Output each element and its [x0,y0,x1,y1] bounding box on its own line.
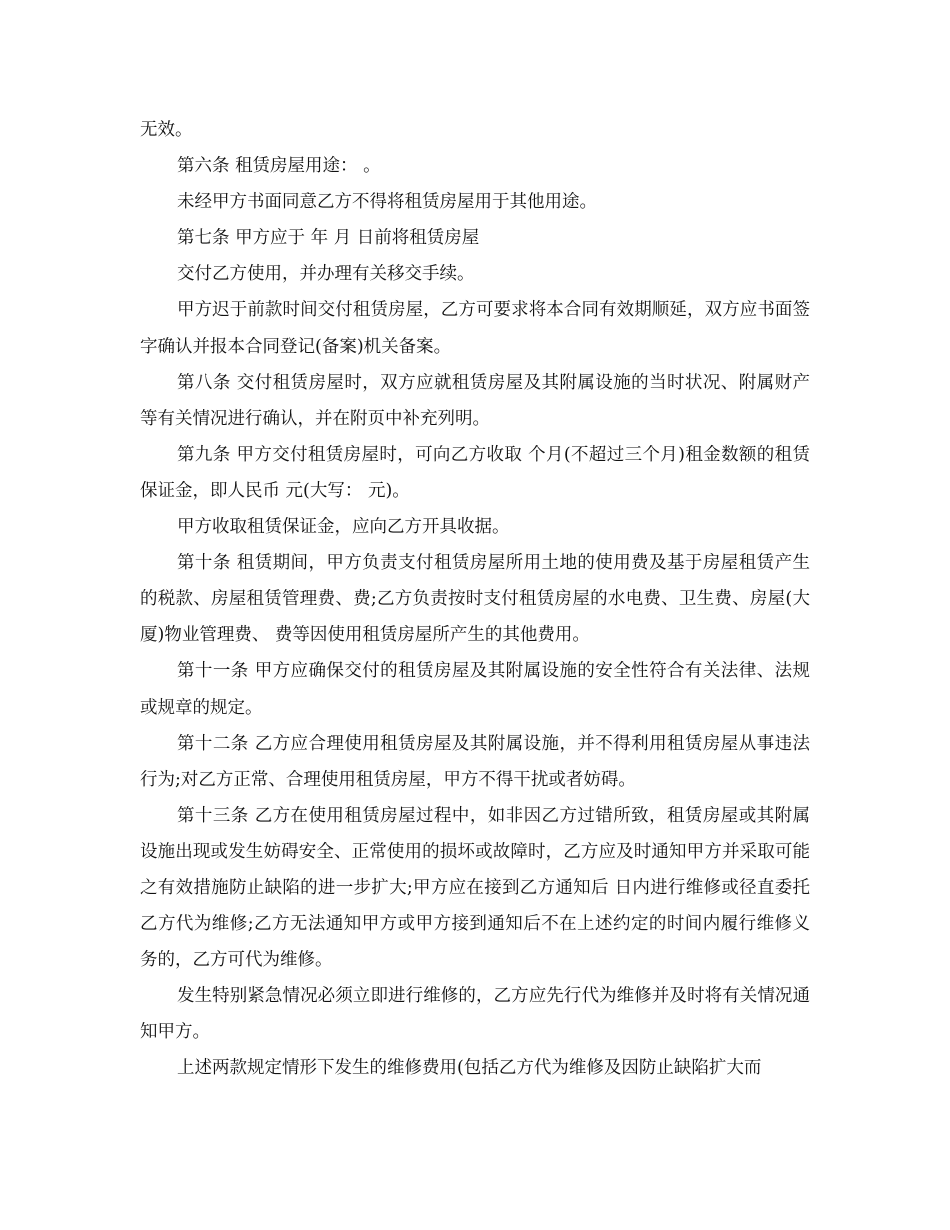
paragraph: 未经甲方书面同意乙方不得将租赁房屋用于其他用途。 [177,192,597,213]
document-body [140,112,810,1087]
paragraph: 发生特别紧急情况必须立即进行维修的，乙方应先行代为维修并及时将有关情况通知甲方。 [140,986,810,1043]
article-7-paragraph: 第七条 甲方应于 年 月 日前将租赁房屋 [177,228,480,249]
article-11-paragraph: 第十一条 甲方应确保交付的租赁房屋及其附属设施的安全性符合有关法律、法规或规章的规定。 [140,661,810,718]
paragraph: 无效。 [140,120,193,140]
article-6-paragraph: 第六条 租赁房屋用途： 。 [177,156,381,177]
article-12-paragraph: 第十二条 乙方应合理使用租赁房屋及其附属设施，并不得利用租赁房屋从事违法行为;对乙方正常、合理使用租赁房屋，甲方不得干扰或者妨碍。 [140,733,810,790]
paragraph: 交付乙方使用，并办理有关移交手续。 [177,264,475,285]
article-13-paragraph: 第十三条 乙方在使用租赁房屋过程中，如非因乙方过错所致，租赁房屋或其附属设施出现或发生妨碍安全、正常使用的损坏或故障时，乙方应及时通知甲方并采取可能之有效措施防止缺陷的进一步扩大;甲方应在接到乙方通知后 日内进行维修或径直委托乙方代为维修;乙方无法通知甲方或甲方接到通知后不在上述约定的时间内履行维修义务的，乙方可代为维修。 [140,805,810,971]
article-8-paragraph: 第八条 交付租赁房屋时，双方应就租赁房屋及其附属设施的当时状况、附属财产等有关情况进行确认，并在附页中补充列明。 [140,372,810,429]
article-9-paragraph: 第九条 甲方交付租赁房屋时，可向乙方收取 个月(不超过三个月)租金数额的租赁保证金，即人民币 元(大写： 元)。 [140,444,810,501]
paragraph: 甲方迟于前款时间交付租赁房屋，乙方可要求将本合同有效期顺延，双方应书面签字确认并报本合同登记(备案)机关备案。 [140,300,810,357]
paragraph: 上述两款规定情形下发生的维修费用(包括乙方代为维修及因防止缺陷扩大而 [177,1058,762,1079]
article-10-paragraph: 第十条 租赁期间，甲方负责支付租赁房屋所用土地的使用费及基于房屋租赁产生的税款、房屋租赁管理费、费;乙方负责按时支付租赁房屋的水电费、卫生费、房屋(大厦)物业管理费、 费等因使用租赁房屋所产生的其他费用。 [140,553,810,646]
paragraph: 甲方收取租赁保证金，应向乙方开具收据。 [177,517,510,538]
